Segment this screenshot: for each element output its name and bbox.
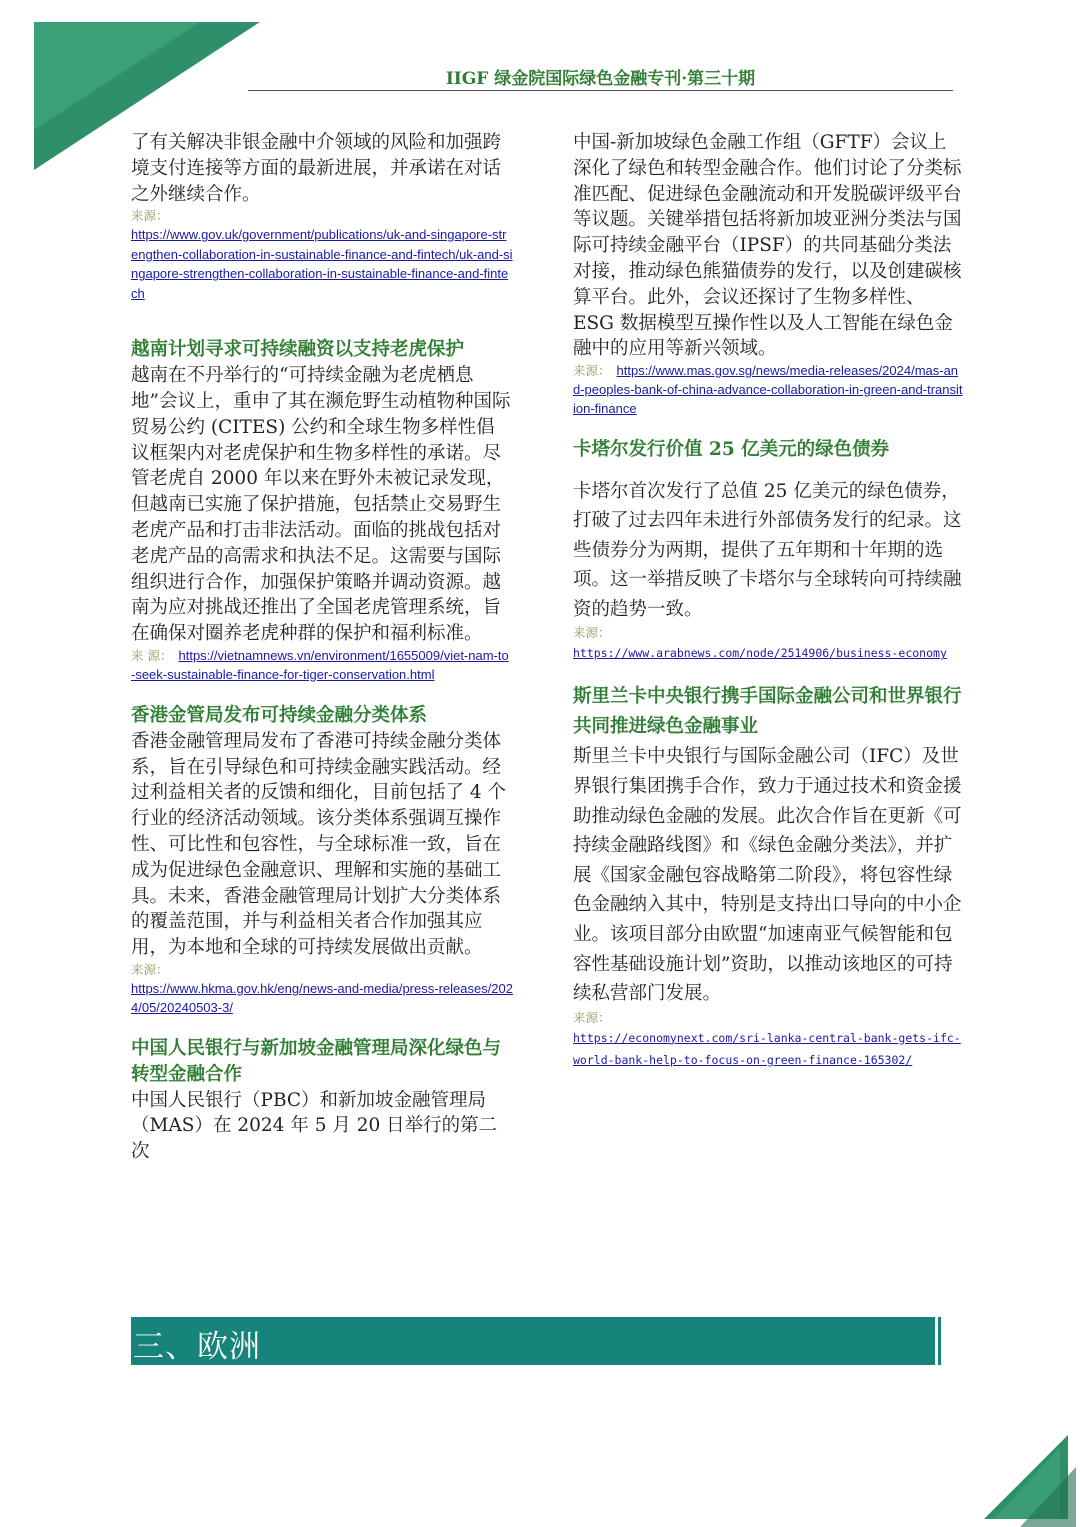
source-label: 来源： <box>573 625 611 641</box>
article-title-qatar: 卡塔尔发行价值 25 亿美元的绿色债券 <box>573 439 890 461</box>
article-body-vietnam: 越南在不丹举行的“可持续金融为老虎栖息地”会议上，重申了其在濒危野生动植物种国际贸易公约 (CITES) 公约和全球生物多样性倡议框架内对老虎保护和生物多样性的承诺。尽管老虎自 2000 年以来在野外未被记录发现，但越南已实施了保护措施，包括禁止交易野生老虎产品和打击非法活动。面临的挑战包括对老虎产品的高需求和执法不足。这需要与国际组织进行合作，加强保护策略并调动资源。越南为应对挑战还推出了全国老虎管理系统，旨在确保对圈养老虎种群的保护和福利标准。 <box>131 365 511 645</box>
article-title-hkma: 香港金管局发布可持续金融分类体系 <box>131 704 428 726</box>
source-link-uk-singapore[interactable]: https://www.gov.uk/government/publications/uk-and-singapore-strengthen-collaboration-in-sustainable-finance-and-fintech/uk-and-singapore-strengthen-collaboration-in-sustainable-finance-and-fintech <box>131 227 513 301</box>
intro-paragraph: 了有关解决非银金融中介领域的风险和加强跨境支付连接等方面的最新进展，并承诺在对话之外继续合作。 <box>131 132 502 205</box>
section-banner-title: 三、欧洲 <box>133 1329 261 1365</box>
page-header-title: IIGF 绿金院国际绿色金融专刊·第三十期 <box>445 69 756 89</box>
source-label: 来源： <box>131 208 169 224</box>
source-label: 来源： <box>573 363 611 379</box>
left-column <box>131 130 513 1165</box>
corner-decoration-bottom-right <box>980 1427 1080 1527</box>
article-title-srilanka: 斯里兰卡中央银行携手国际金融公司和世界银行共同推进绿色金融事业 <box>573 686 962 738</box>
source-label: 来源： <box>573 1009 611 1025</box>
source-pbc-mas <box>573 362 965 419</box>
right-column <box>573 130 965 1071</box>
source-label: 来 源： <box>131 647 173 663</box>
source-link-mas[interactable]: https://www.mas.gov.sg/news/media-releases/2024/mas-and-peoples-bank-of-china-advance-collaboration-in-green-and-transition-finance <box>573 363 963 417</box>
source-link-arabnews[interactable]: https://www.arabnews.com/node/2514906/business-economy <box>573 646 947 661</box>
source-vietnam <box>131 647 513 685</box>
header-divider <box>248 90 953 91</box>
article-body-pbc-mas-continued: 中国-新加坡绿色金融工作组（GFTF）会议上深化了绿色和转型金融合作。他们讨论了分类标准匹配、促进绿色金融流动和开发脱碳评级平台等议题。关键举措包括将新加坡亚洲分类法与国际可持续金融平台（IPSF）的共同基础分类法对接，推动绿色熊猫债券的发行，以及创建碳核算平台。此外，会议还探讨了生物多样性、ESG 数据模型互操作性以及人工智能在绿色金融中的应用等新兴领域。 <box>573 132 962 360</box>
article-body-pbc-mas: 中国人民银行（PBC）和新加坡金融管理局（MAS）在 2024 年 5 月 20 日举行的第二次 <box>131 1089 498 1163</box>
section-banner <box>131 1317 935 1365</box>
article-title-vietnam: 越南计划寻求可持续融资以支持老虎保护 <box>131 339 465 361</box>
article-body-hkma: 香港金融管理局发布了香港可持续金融分类体系，旨在引导绿色和可持续金融实践活动。经过利益相关者的反馈和细化，目前包括了 4 个行业的经济活动领域。该分类体系强调互操作性、可比性和包容性，与全球标准一致，旨在成为促进绿色金融意识、理解和实施的基础工具。未来，香港金融管理局计划扩大分类体系的覆盖范围，并与利益相关者合作加强其应用，为本地和全球的可持续发展做出贡献。 <box>131 730 507 959</box>
banner-edge-accent <box>938 1317 941 1365</box>
article-title-pbc-mas: 中国人民银行与新加坡金融管理局深化绿色与转型金融合作 <box>131 1037 502 1085</box>
article-body-srilanka: 斯里兰卡中央银行与国际金融公司（IFC）及世界银行集团携手合作，致力于通过技术和资金援助推动绿色金融的发展。此次合作旨在更新《可持续金融路线图》和《绿色金融分类法》，并扩展《国家金融包容战略第二阶段》，将包容性绿色金融纳入其中，特别是支持出口导向的中小企业。该项目部分由欧盟“加速南亚气候智能和包容性基础设施计划”资助，以推动该地区的可持续私营部门发展。 <box>573 746 962 1005</box>
source-link-vietnam[interactable]: https://vietnamnews.vn/environment/1655009/viet-nam-to-seek-sustainable-finance-for-tiger-conservation.html <box>131 647 509 682</box>
source-label: 来源： <box>131 961 169 977</box>
source-link-economynext[interactable]: https://economynext.com/sri-lanka-central-bank-gets-ifc-world-bank-help-to-focus-on-green-finance-165302/ <box>573 1030 961 1067</box>
article-body-qatar: 卡塔尔首次发行了总值 25 亿美元的绿色债券，打破了过去四年未进行外部债务发行的纪录。这些债券分为两期，提供了五年期和十年期的选项。这一举措反映了卡塔尔与全球转向可持续融资的趋势一致。 <box>573 480 962 620</box>
source-link-hkma[interactable]: https://www.hkma.gov.hk/eng/news-and-media/press-releases/2024/05/20240503-3/ <box>131 980 514 1016</box>
